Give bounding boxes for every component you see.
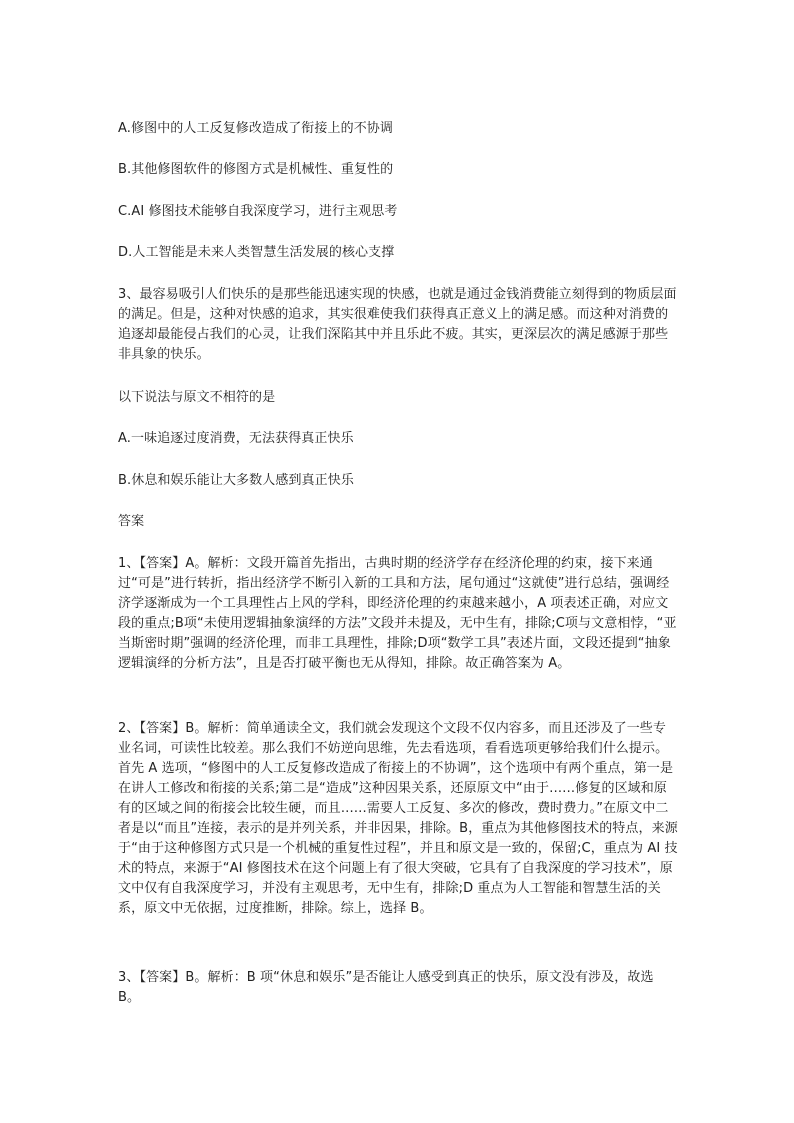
q2-option-c: C.AI 修图技术能够自我深度学习，进行主观思考 [118, 204, 398, 219]
q3-passage: 3、最容易吸引人们快乐的是那些能迅速实现的快感，也就是通过金钱消费能立刻得到的物质层面的满足。但是，这种对快感的追求，其实很难使我们获得真正意义上的满足感。而这种对消费的追逐却最能侵占我们的心灵，让我们深陷其中并且乐此不疲。其实，更深层次的满足感源于那些非具象的快乐。 [118, 287, 677, 362]
q2-option-d: D.人工智能是未来人类智慧生活发展的核心支撑 [118, 245, 395, 260]
q3-option-a: A.一味追逐过度消费，无法获得真正快乐 [118, 431, 354, 446]
q2-option-a: A.修图中的人工反复修改造成了衔接上的不协调 [118, 121, 393, 136]
q3-option-b: B.休息和娱乐能让大多数人感到真正快乐 [118, 473, 354, 488]
q2-option-b: B.其他修图软件的修图方式是机械性、重复性的 [118, 162, 394, 177]
answers-heading: 答案 [118, 514, 145, 529]
answer-1: 1、【答案】A。解析：文段开篇首先指出，古典时期的经济学存在经济伦理的约束，接下来通过“可是”进行转折，指出经济学不断引入新的工具和方法，尾句通过“这就使”进行总结，强调经济学逐渐成为一个工具理性占上风的学科，即经济伦理的约束越来越小，A 项表述正确，对应文段的重点;B项“未使用逻辑抽象演绎的方法”文段并未提及，无中生有，排除;C项与文意相悖，“亚当斯密时期”强调的经济伦理，而非工具理性，排除;D项“数学工具”表述片面，文段还提到“抽象逻辑演绎的分析方法”，且是否打破平衡也无从得知，排除。故正确答案为 A。 [118, 556, 677, 671]
answer-3: 3、【答案】B。解析：B 项“休息和娱乐”是否能让人感受到真正的快乐，原文没有涉及，故选 B。 [118, 970, 654, 1005]
answer-2: 2、【答案】B。解析：简单通读全文，我们就会发现这个文段不仅内容多，而且还涉及了一些专业名词，可读性比较差。那么我们不妨逆向思维，先去看选项，看看选项更够给我们什么提示。首先 A 选项，“修图中的人工反复修改造成了衔接上的不协调”，这个选项中有两个重点，第一是在讲人工修改和衔接的关系;第二是“造成”这种因果关系，还原原文中“由于……修复的区域和原有的区域之间的衔接会比较生硬，而且……需要人工反复、多次的修改，费时费力。”在原文中二者是以“而且”连接，表示的是并列关系，并非因果，排除。B，重点为其他修图技术的特点，来源于“由于这种修图方式只是一个机械的重复性过程”，并且和原文是一致的，保留;C，重点为 AI 技术的特点，来源于“AI 修图技术在这个问题上有了很大突破，它具有了自我深度的学习技术”，原文中仅有自我深度学习，并没有主观思考，无中生有，排除;D 重点为人工智能和智慧生活的关系，原文中无依据，过度推断，排除。综上，选择 B。 [118, 721, 678, 916]
q3-prompt: 以下说法与原文不相符的是 [118, 390, 276, 405]
